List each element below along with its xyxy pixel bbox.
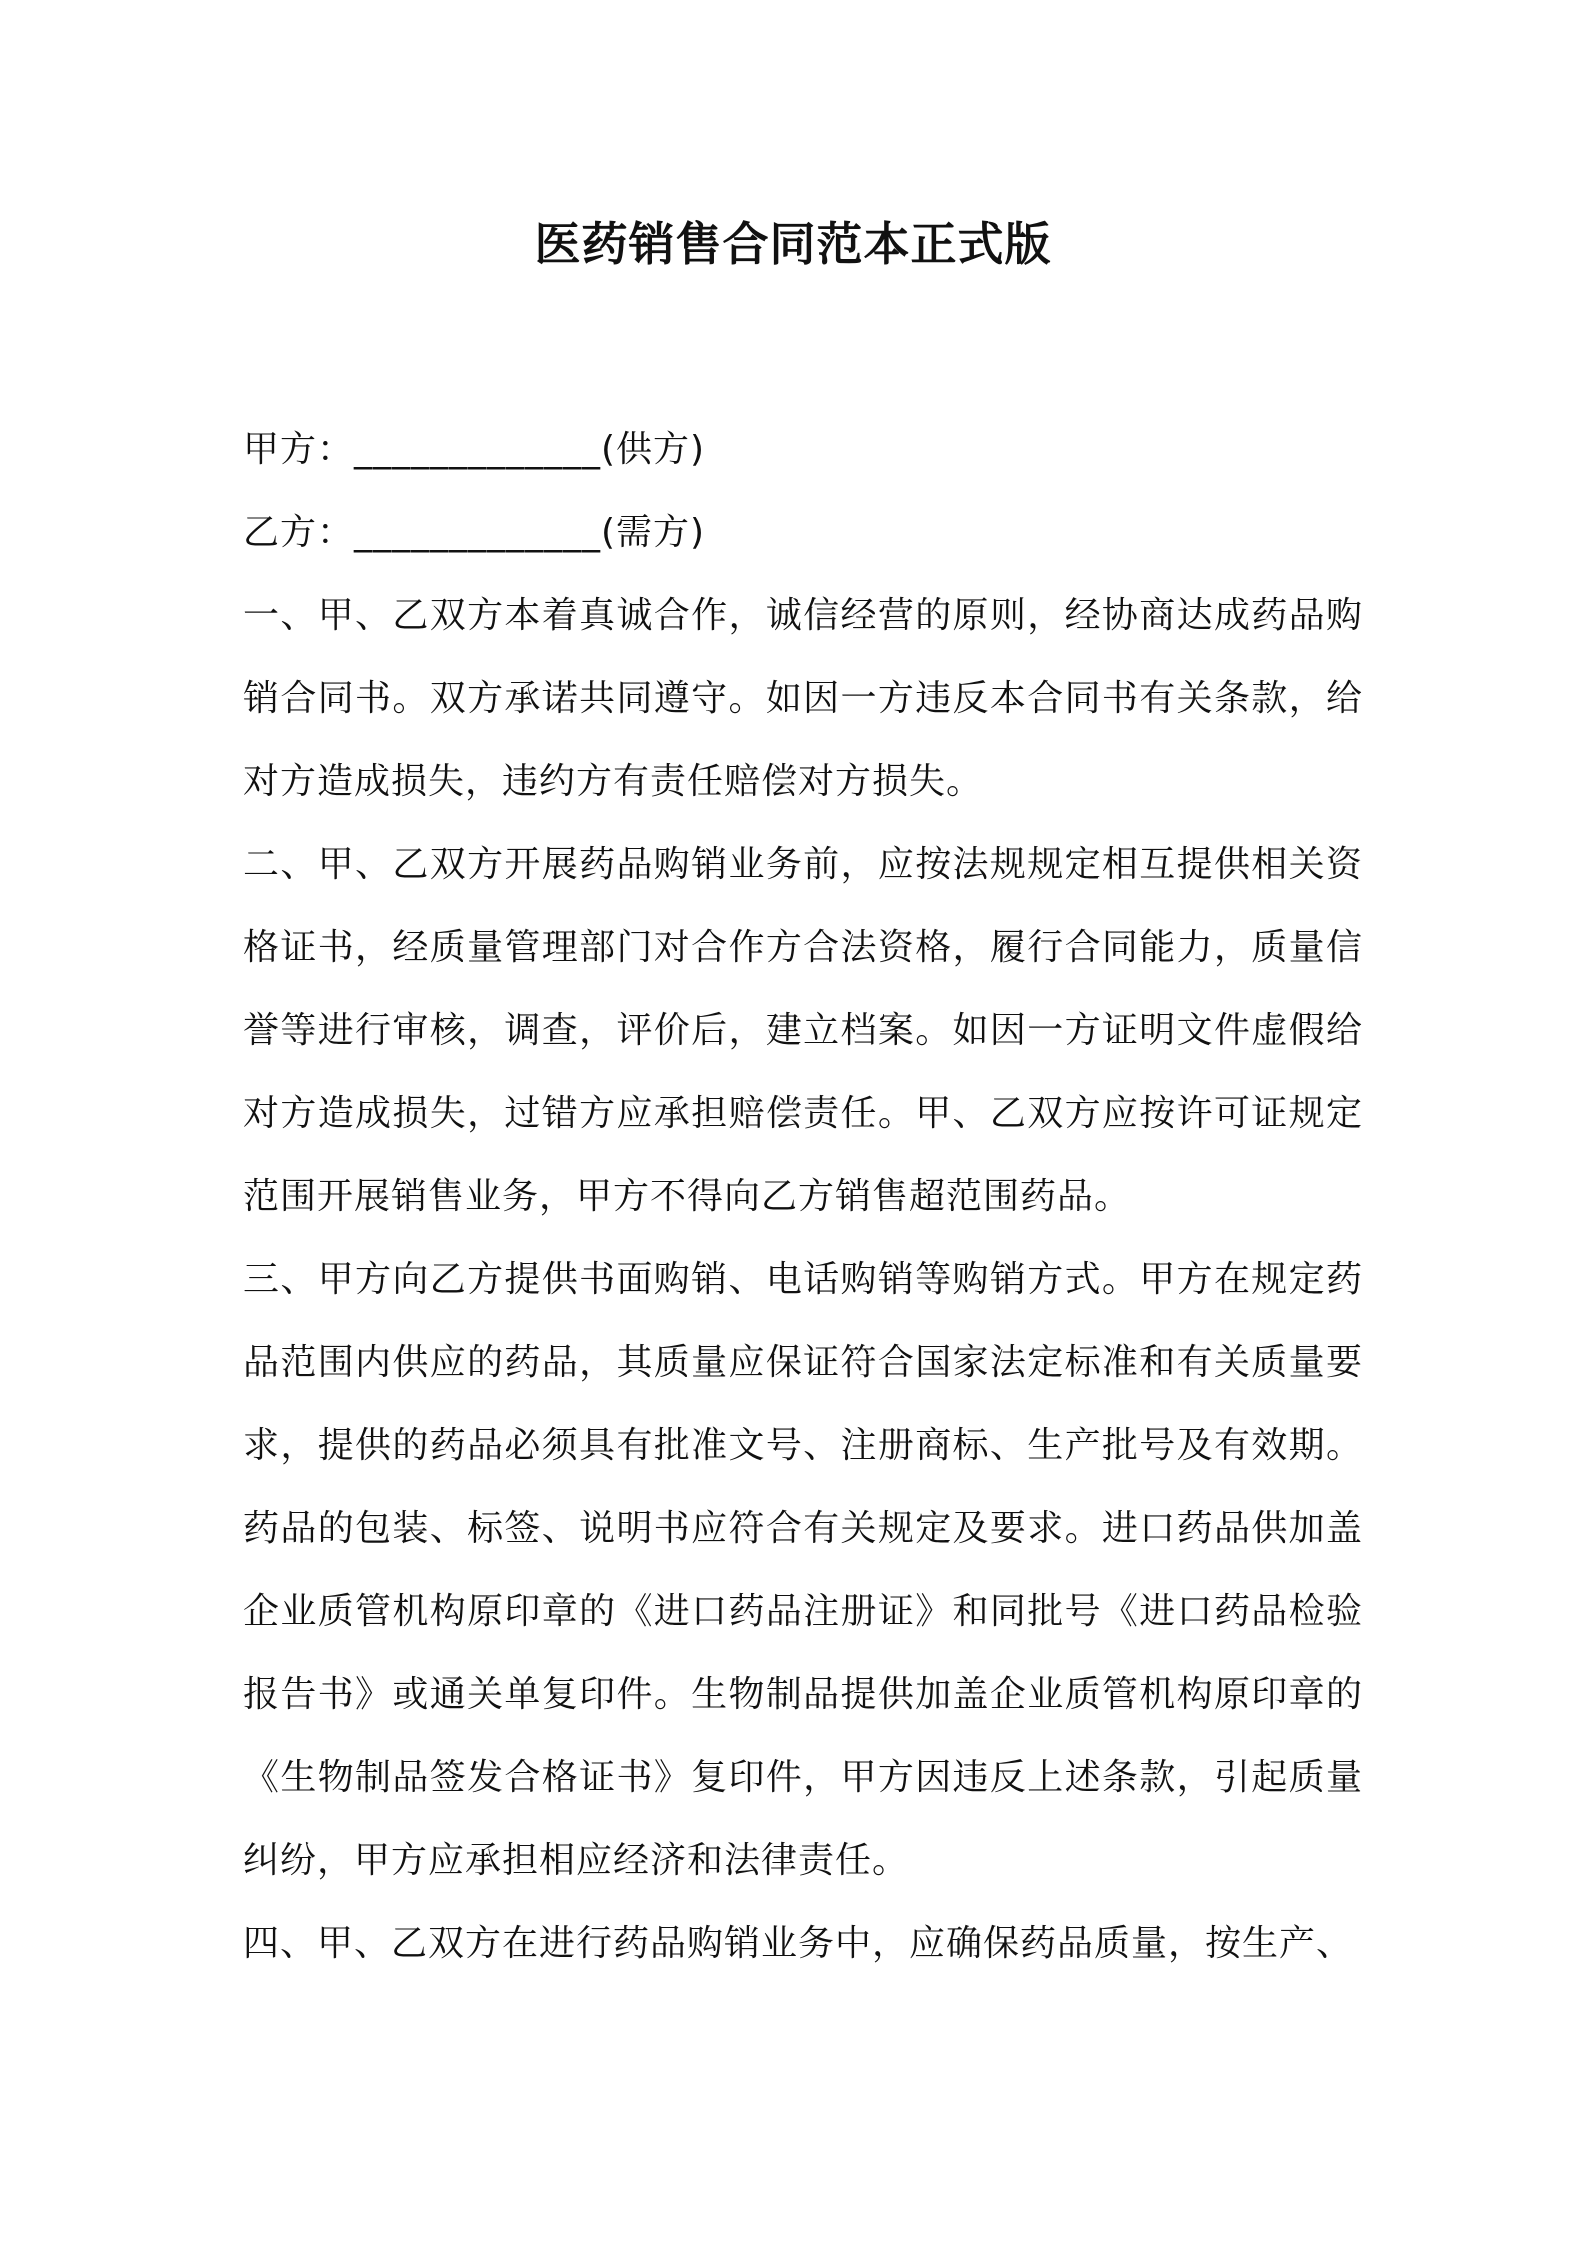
- clause-2: 二、甲、乙双方开展药品购销业务前，应按法规规定相互提供相关资格证书，经质量管理部门对合作方合法资格，履行合同能力，质量信誉等进行审核，调查，评价后，建立档案。如因一方证明文件虚假给对方造成损失，过错方应承担赔偿责任。甲、乙双方应按许可证规定范围开展销售业务，甲方不得向乙方销售超范围药品。: [243, 844, 1363, 1217]
- clause-4: 四、甲、乙双方在进行药品购销业务中，应确保药品质量，按生产、: [243, 1923, 1354, 1964]
- clause-1: 一、甲、乙双方本着真诚合作，诚信经营的原则，经协商达成药品购销合同书。双方承诺共同遵守。如因一方违反本合同书有关条款，给对方造成损失，违约方有责任赔偿对方损失。: [243, 595, 1363, 802]
- party-b-line: 乙方：_____________(需方): [243, 512, 706, 553]
- party-a-line: 甲方：_____________(供方): [243, 429, 706, 470]
- document-body: [243, 408, 1363, 1985]
- document-title: 医药销售合同范本正式版: [534, 217, 1052, 271]
- clause-3: 三、甲方向乙方提供书面购销、电话购销等购销方式。甲方在规定药品范围内供应的药品，其质量应保证符合国家法定标准和有关质量要求，提供的药品必须具有批准文号、注册商标、生产批号及有效期。药品的包装、标签、说明书应符合有关规定及要求。进口药品供加盖企业质管机构原印章的《进口药品注册证》和同批号《进口药品检验报告书》或通关单复印件。生物制品提供加盖企业质管机构原印章的《生物制品签发合格证书》复印件，甲方因违反上述条款，引起质量纠纷，甲方应承担相应经济和法律责任。: [243, 1259, 1363, 1881]
